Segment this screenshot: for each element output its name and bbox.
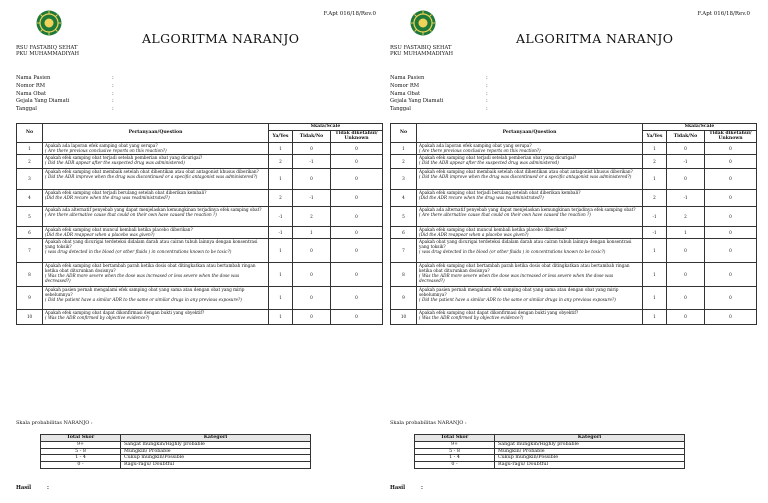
col-header-yes: Ya/Yes [269, 130, 293, 142]
naranjo-form-left [12, 0, 382, 503]
patient-field-separator: : [486, 98, 488, 105]
question-text-id: Apakah efek samping obat muncul kembali ketika placebo diberikan? [419, 227, 567, 233]
question-text-en: ( Did the ADR improve when the drug was discontinued or a specific antagonist was administered?) [419, 174, 632, 180]
question-row [391, 206, 757, 226]
question-text-en: (Did the ADR recure when the drug was readministrated?) [45, 195, 170, 201]
score-category: Mungkin/ Probable [495, 448, 685, 455]
score-yes: 2 [643, 189, 667, 206]
question-text-id: Apakah ada laporan efek samping obat yang serupa? [45, 143, 158, 149]
patient-field-separator: : [486, 106, 488, 113]
score-unknown: 0 [331, 309, 383, 324]
question-row [391, 309, 757, 324]
score-unknown: 0 [331, 226, 383, 238]
question-text-en: ( Was the ADR more severe when the dose was increased or less severe when the dose was decreased?) [45, 273, 240, 284]
question-text-id: Apakah pasien pernah mengalami efek samping obat yang sama atau dengan obat yang mirip sebelumnya? [419, 287, 619, 298]
question-text-en: ( Was the ADR more severe when the dose was increased or less severe when the dose was decreased?) [419, 273, 614, 284]
score-range: 9+ [415, 441, 495, 448]
hospital-line-1: RSU FASTABIQ SEHAT [16, 45, 78, 51]
col-header-category: Kategori [495, 435, 685, 442]
score-yes: 2 [643, 154, 667, 168]
question-text-en: ( Did the patient have a similar ADR to the same or similar drugs in any previous exposure?) [419, 297, 616, 303]
score-category-table [40, 434, 311, 469]
question-text-cell [43, 189, 269, 206]
score-yes: -1 [643, 226, 667, 238]
patient-field-label: Nomor RM [16, 82, 46, 89]
score-category: Cukup mungkin/Possible [121, 455, 311, 462]
patient-field-label: Nama Obat [390, 90, 421, 97]
question-text-cell [417, 226, 643, 238]
score-yes: 1 [269, 262, 293, 286]
question-row [391, 168, 757, 189]
question-text-id: Apakah efek samping obat dapat dikonfirmasi dengan bukti yang obyektif? [45, 310, 205, 316]
col-header-yes: Ya/Yes [643, 130, 667, 142]
score-no: -1 [667, 189, 705, 206]
question-number: 2 [391, 154, 417, 168]
patient-field-separator: : [486, 75, 488, 81]
patient-field-separator: : [486, 82, 488, 89]
form-title: ALGORITMA NARANJO [516, 31, 674, 46]
col-header-total-score: Total Skor [41, 435, 121, 442]
question-text-id: Apakah efek samping obat bertambah parah ketika dosis obat ditingkatkan atau bertambah ringan ketika obat diturunkan dosisnya? [45, 263, 256, 274]
score-no: 0 [293, 168, 331, 189]
question-text-en: ( was drug detected in the blood (or other fluids ) in concentrations known to be toxic?) [419, 249, 606, 255]
question-row [17, 286, 383, 309]
question-text-id: Apakah efek samping obat membaik setelah obat dihentikan atau obat antagonist khusus diberikan? [419, 169, 633, 175]
question-text-id: Apakah obat yang dicurigai terdeteksi didalam darah atau cairan tubuh lainnya dengan konsentrasi yang toksik? [419, 239, 632, 250]
col-header-unknown: Tidak diketahui/ Unknown [705, 130, 757, 142]
question-number: 6 [17, 226, 43, 238]
score-category: Cukup mungkin/Possible [495, 455, 685, 462]
score-yes: 1 [643, 286, 667, 309]
score-category: Sangat mungkin/Highly probable [121, 441, 311, 448]
question-number: 1 [17, 142, 43, 154]
col-header-scale: Skala/Scale [269, 124, 383, 131]
result-label [390, 485, 423, 491]
question-text-en: ( Did the patient have a similar ADR to the same or similar drugs in any previous exposure?) [45, 297, 242, 303]
score-category: Mungkin/ Probable [121, 448, 311, 455]
question-text-cell [417, 286, 643, 309]
patient-field-row [16, 106, 114, 114]
question-text-cell [417, 168, 643, 189]
patient-field-label: Gejala Yang Diamati [16, 98, 70, 105]
question-number: 7 [391, 238, 417, 262]
score-row [41, 441, 311, 448]
question-text-id: Apakah pasien pernah mengalami efek samping obat yang sama atau dengan obat yang mirip sebelumnya? [45, 287, 245, 298]
question-text-cell [43, 168, 269, 189]
question-text-cell [43, 262, 269, 286]
score-category-table [414, 434, 685, 469]
question-text-id: Apakah efek samping obat muncul kembali ketika placebo diberikan? [45, 227, 193, 233]
score-range: 0 - [415, 462, 495, 469]
patient-field-row [390, 75, 488, 83]
question-text-en: (Did the ADR recure when the drug was readministrated?) [419, 195, 544, 201]
question-number: 10 [391, 309, 417, 324]
score-range: 0 - [41, 462, 121, 469]
score-yes: -1 [269, 206, 293, 226]
score-yes: -1 [643, 206, 667, 226]
patient-field-label: Nama Obat [16, 90, 47, 97]
score-unknown: 0 [705, 154, 757, 168]
score-range: 1 - 4 [41, 455, 121, 462]
question-number: 3 [391, 168, 417, 189]
question-row [17, 238, 383, 262]
question-text-cell [43, 309, 269, 324]
patient-field-separator: : [112, 90, 114, 97]
score-no: -1 [293, 189, 331, 206]
score-yes: 1 [269, 142, 293, 154]
score-unknown: 0 [331, 189, 383, 206]
patient-field-separator: : [112, 98, 114, 105]
score-yes: 2 [269, 154, 293, 168]
question-row [17, 168, 383, 189]
question-number: 2 [17, 154, 43, 168]
col-header-no-answer: Tidak/No [293, 130, 331, 142]
patient-field-label: Tanggal [16, 106, 37, 113]
col-header-category: Kategori [121, 435, 311, 442]
naranjo-question-table [16, 123, 383, 325]
question-row [391, 189, 757, 206]
score-yes: 2 [269, 189, 293, 206]
score-unknown: 0 [705, 309, 757, 324]
question-text-id: Apakah obat yang dicurigai terdeteksi didalam darah atau cairan tubuh lainnya dengan konsentrasi yang toksik? [45, 239, 258, 250]
question-text-cell [417, 206, 643, 226]
question-number: 9 [17, 286, 43, 309]
score-row [415, 441, 685, 448]
patient-field-row [16, 91, 114, 99]
score-unknown: 0 [705, 262, 757, 286]
naranjo-question-table [390, 123, 757, 325]
patient-field-row [16, 83, 114, 91]
patient-field-row [16, 75, 114, 83]
score-no: 1 [293, 226, 331, 238]
score-no: 0 [667, 309, 705, 324]
document-number: F.Apt 016/18/Rev.0 [697, 11, 750, 17]
question-text-cell [417, 262, 643, 286]
result-label-text: Hasil [16, 485, 32, 491]
score-row [41, 448, 311, 455]
patient-field-separator: : [112, 106, 114, 113]
score-no: 0 [667, 262, 705, 286]
score-unknown: 0 [705, 286, 757, 309]
question-row [391, 226, 757, 238]
question-row [17, 154, 383, 168]
question-number: 5 [391, 206, 417, 226]
score-no: 0 [667, 286, 705, 309]
question-row [391, 286, 757, 309]
score-row [415, 462, 685, 469]
question-text-en: (Did the ADR reappear when a placebo was given?) [45, 232, 155, 238]
question-row [17, 262, 383, 286]
patient-field-row [390, 91, 488, 99]
score-range: 5 - 8 [415, 448, 495, 455]
score-no: 2 [293, 206, 331, 226]
score-unknown: 0 [331, 238, 383, 262]
col-header-question: Pertanyaan/Question [43, 124, 269, 143]
patient-field-label: Nama Pasien [16, 75, 51, 81]
question-text-en: ( Was the ADR confirmed by objective evidence?) [419, 315, 524, 321]
document-number: F.Apt 016/18/Rev.0 [323, 11, 376, 17]
score-yes: 1 [269, 286, 293, 309]
score-category: Ragu-ragu/ Doubtful [495, 462, 685, 469]
question-text-id: Apakah ada laporan efek samping obat yang serupa? [419, 143, 532, 149]
col-header-scale: Skala/Scale [643, 124, 757, 131]
score-unknown: 0 [331, 286, 383, 309]
score-unknown: 0 [705, 189, 757, 206]
hospital-name [16, 45, 79, 58]
score-no: 0 [293, 262, 331, 286]
question-text-id: Apakah efek samping obat terjadi setelah pemberian obat yang dicurigai? [419, 155, 577, 161]
question-text-cell [43, 206, 269, 226]
question-number: 5 [17, 206, 43, 226]
score-row [41, 455, 311, 462]
probability-scale-caption: Skala probabilitas NARANJO : [16, 420, 93, 426]
question-text-id: Apakah efek samping obat terjadi berulang setelah obat diberikan kembali? [419, 190, 581, 196]
question-row [391, 154, 757, 168]
question-number: 9 [391, 286, 417, 309]
muhammadiyah-logo-icon [410, 10, 436, 36]
result-separator: : [46, 485, 49, 491]
question-text-en: ( was drug detected in the blood (or other fluids ) in concentrations known to be toxic?) [45, 249, 232, 255]
score-no: 0 [293, 142, 331, 154]
col-header-no: No [391, 124, 417, 143]
question-text-en: ( Are there previous conclusive reports on this reaction?) [419, 148, 541, 154]
col-header-no-answer: Tidak/No [667, 130, 705, 142]
patient-field-label: Tanggal [390, 106, 411, 113]
score-no: 0 [667, 238, 705, 262]
question-row [17, 226, 383, 238]
score-unknown: 0 [705, 226, 757, 238]
score-yes: 1 [269, 238, 293, 262]
patient-field-separator: : [486, 90, 488, 97]
patient-field-separator: : [112, 75, 114, 81]
question-number: 4 [17, 189, 43, 206]
score-no: -1 [667, 154, 705, 168]
question-text-cell [43, 154, 269, 168]
patient-info [390, 75, 488, 114]
question-row [391, 142, 757, 154]
question-text-en: ( Did the ADR appear after the suspected drug was administered) [419, 160, 559, 166]
score-unknown: 0 [331, 154, 383, 168]
patient-field-separator: : [112, 82, 114, 89]
question-text-en: (Did the ADR reappear when a placebo was given?) [419, 232, 529, 238]
form-title: ALGORITMA NARANJO [142, 31, 300, 46]
score-no: 2 [667, 206, 705, 226]
question-number: 3 [17, 168, 43, 189]
patient-field-row [390, 106, 488, 114]
question-text-id: Apakah efek samping obat terjadi berulang setelah obat diberikan kembali? [45, 190, 207, 196]
question-text-en: ( Are there alternative cause that could on their own have caused the reaction ?) [419, 212, 591, 218]
score-yes: -1 [269, 226, 293, 238]
question-text-cell [417, 309, 643, 324]
hospital-name [390, 45, 453, 58]
question-text-cell [43, 142, 269, 154]
score-no: -1 [293, 154, 331, 168]
patient-field-row [16, 98, 114, 106]
score-no: 0 [293, 309, 331, 324]
col-header-total-score: Total Skor [415, 435, 495, 442]
question-text-en: ( Did the ADR improve when the drug was discontinued or a specific antagonist was administered?) [45, 174, 258, 180]
question-text-en: ( Are there alternative cause that could on their own have caused the reaction ?) [45, 212, 217, 218]
score-unknown: 0 [705, 168, 757, 189]
score-yes: 1 [269, 309, 293, 324]
score-unknown: 0 [705, 238, 757, 262]
score-range: 9+ [41, 441, 121, 448]
col-header-unknown: Tidak diketahui/ Unknown [331, 130, 383, 142]
score-range: 1 - 4 [415, 455, 495, 462]
question-number: 10 [17, 309, 43, 324]
question-text-id: Apakah ada alternatif penyebab yang dapat menjelaskan kemungkinan terjadinya efek samping obat? [419, 207, 636, 213]
score-yes: 1 [269, 168, 293, 189]
score-no: 1 [667, 226, 705, 238]
question-row [391, 262, 757, 286]
score-yes: 1 [643, 168, 667, 189]
question-text-cell [43, 226, 269, 238]
col-header-no: No [17, 124, 43, 143]
probability-scale-caption: Skala probabilitas NARANJO : [390, 420, 467, 426]
patient-field-label: Nomor RM [390, 82, 420, 89]
score-unknown: 0 [331, 206, 383, 226]
question-number: 6 [391, 226, 417, 238]
question-text-id: Apakah efek samping obat terjadi setelah pemberian obat yang dicurigai? [45, 155, 203, 161]
patient-field-label: Nama Pasien [390, 75, 425, 81]
question-text-cell [417, 238, 643, 262]
result-label-text: Hasil [390, 485, 406, 491]
question-text-en: ( Was the ADR confirmed by objective evidence?) [45, 315, 150, 321]
patient-field-row [390, 83, 488, 91]
score-unknown: 0 [331, 262, 383, 286]
question-text-cell [417, 189, 643, 206]
hospital-line-1: RSU FASTABIQ SEHAT [390, 45, 452, 51]
score-unknown: 0 [705, 206, 757, 226]
question-row [17, 206, 383, 226]
question-number: 7 [17, 238, 43, 262]
result-label [16, 485, 49, 491]
question-text-en: ( Are there previous conclusive reports on this reaction?) [45, 148, 167, 154]
question-text-id: Apakah efek samping obat bertambah parah ketika dosis obat ditingkatkan atau bertambah ringan ketika obat diturunkan dosisnya? [419, 263, 630, 274]
score-no: 0 [667, 168, 705, 189]
score-row [41, 462, 311, 469]
patient-info [16, 75, 114, 114]
question-text-cell [43, 238, 269, 262]
score-category: Sangat mungkin/Highly probable [495, 441, 685, 448]
score-unknown: 0 [705, 142, 757, 154]
score-row [415, 448, 685, 455]
hospital-line-2: PKU MUHAMMADIYAH [390, 51, 454, 58]
question-text-id: Apakah efek samping obat membaik setelah obat dihentikan atau obat antagonist khusus diberikan? [45, 169, 259, 175]
question-number: 4 [391, 189, 417, 206]
question-text-cell [43, 286, 269, 309]
question-number: 1 [391, 142, 417, 154]
score-no: 0 [293, 238, 331, 262]
question-number: 8 [17, 262, 43, 286]
score-unknown: 0 [331, 168, 383, 189]
score-range: 5 - 8 [41, 448, 121, 455]
question-text-id: Apakah ada alternatif penyebab yang dapat menjelaskan kemungkinan terjadinya efek samping obat? [45, 207, 262, 213]
col-header-question: Pertanyaan/Question [417, 124, 643, 143]
score-yes: 1 [643, 238, 667, 262]
question-row [17, 309, 383, 324]
muhammadiyah-logo-icon [36, 10, 62, 36]
question-text-cell [417, 154, 643, 168]
question-row [17, 142, 383, 154]
score-yes: 1 [643, 262, 667, 286]
score-row [415, 455, 685, 462]
question-text-cell [417, 142, 643, 154]
score-no: 0 [667, 142, 705, 154]
naranjo-form-right [386, 0, 756, 503]
question-text-id: Apakah efek samping obat dapat dikonfirmasi dengan bukti yang obyektif? [419, 310, 579, 316]
patient-field-row [390, 98, 488, 106]
score-yes: 1 [643, 309, 667, 324]
question-row [17, 189, 383, 206]
hospital-line-2: PKU MUHAMMADIYAH [16, 51, 80, 58]
score-yes: 1 [643, 142, 667, 154]
patient-field-label: Gejala Yang Diamati [390, 98, 444, 105]
score-category: Ragu-ragu/ Doubtful [121, 462, 311, 469]
question-row [391, 238, 757, 262]
question-number: 8 [391, 262, 417, 286]
result-separator: : [420, 485, 423, 491]
score-no: 0 [293, 286, 331, 309]
question-text-en: ( Did the ADR appear after the suspected drug was administered) [45, 160, 185, 166]
score-unknown: 0 [331, 142, 383, 154]
